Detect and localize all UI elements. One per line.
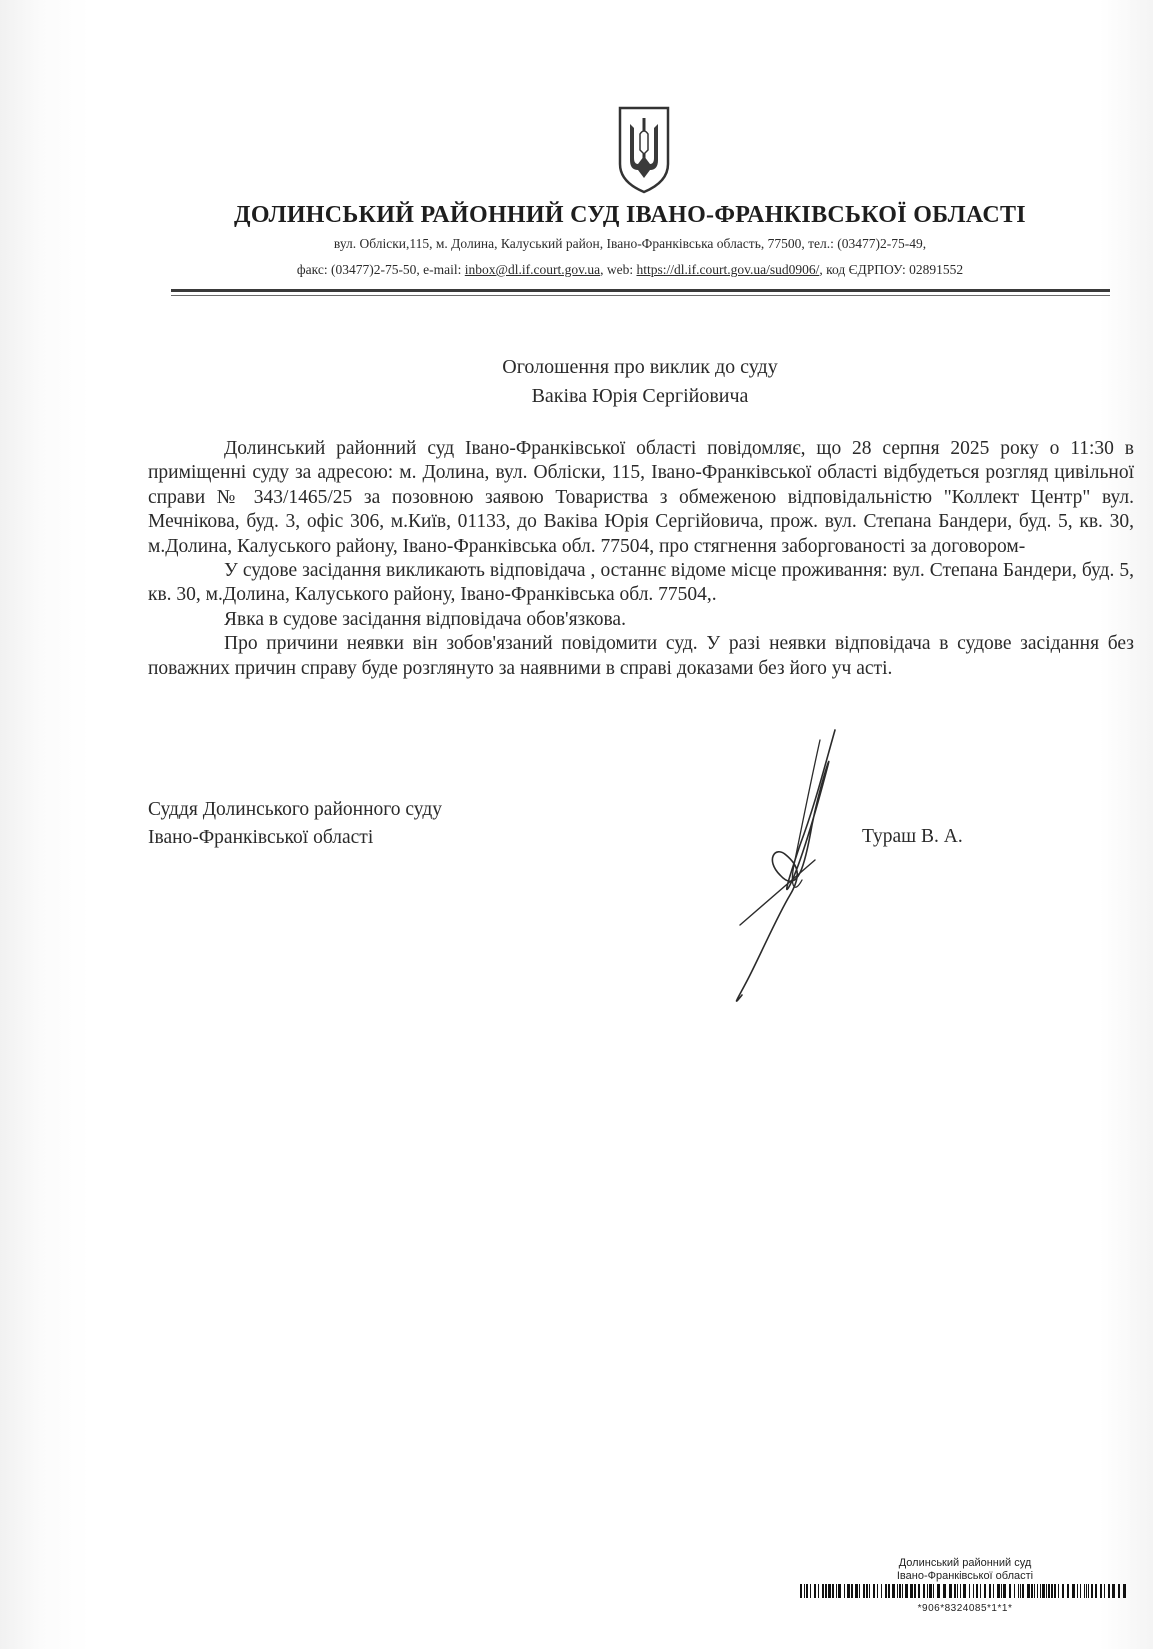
barcode-bar bbox=[1108, 1584, 1110, 1598]
barcode-bar bbox=[1062, 1584, 1064, 1598]
barcode-bar bbox=[1009, 1584, 1011, 1598]
court-name: ДОЛИНСЬКИЙ РАЙОННИЙ СУД ІВАНО-ФРАНКІВСЬКОЇ ОБЛАСТІ bbox=[234, 202, 1026, 228]
barcode-bar bbox=[997, 1584, 1000, 1598]
barcode-icon bbox=[800, 1584, 1130, 1598]
barcode-bar bbox=[897, 1584, 898, 1598]
barcode-bar bbox=[859, 1584, 860, 1598]
barcode-bar bbox=[1100, 1584, 1102, 1598]
barcode-bar bbox=[1048, 1584, 1050, 1598]
barcode-bar bbox=[1020, 1584, 1021, 1598]
barcode-bar bbox=[1086, 1584, 1087, 1598]
barcode-bar bbox=[1067, 1584, 1069, 1598]
stamp-line: Долинський районний суд bbox=[898, 1557, 1032, 1569]
barcode-bar bbox=[1014, 1584, 1015, 1598]
barcode-bar bbox=[1031, 1584, 1033, 1598]
barcode-bar bbox=[1091, 1584, 1093, 1598]
judge-position-line: Суддя Долинського районного суду bbox=[148, 799, 442, 820]
barcode-bar bbox=[1118, 1584, 1120, 1598]
barcode-bar bbox=[1072, 1584, 1075, 1598]
barcode-bar bbox=[885, 1584, 887, 1598]
barcode-bar bbox=[980, 1584, 981, 1598]
barcode-bar bbox=[888, 1584, 890, 1598]
barcode-bar bbox=[910, 1584, 913, 1598]
barcode-bar bbox=[984, 1584, 986, 1598]
header-divider-thick bbox=[171, 289, 1110, 292]
barcode-bar bbox=[1058, 1584, 1059, 1598]
barcode-bar bbox=[836, 1584, 837, 1598]
judge-position-line: Івано-Франківської області bbox=[148, 827, 374, 848]
barcode-bar bbox=[1054, 1584, 1056, 1598]
paragraph: Долинський районний суд Івано-Франківської області повідомляє, що 28 серпня 2025 року о 11:30 в приміщенні суду за адресою: м. Долина, вул. Обліски, 115, Івано-Франківської області відбудеться розгляд цивільної справи № 343/1465/25 за позовною заявою Товариства з обмеженою відповідальністю "Коллект Центр" вул. Мечнікова, буд. 3, офіс 306, м.Київ, 01133, до Ваківа Юрія Сергійовича, прож. вул. Степана Бандери, буд. 5, кв. 30, м.Долина, Калуського району, Івано-Франківська обл. 77504, про стягнення заборгованості за договором- bbox=[148, 438, 1134, 557]
barcode-bar bbox=[873, 1584, 875, 1598]
barcode-bar bbox=[905, 1584, 908, 1598]
stamp-line: Івано-Франківської області bbox=[896, 1570, 1034, 1582]
paragraph: Явка в судове засідання відповідача обов'язкова. bbox=[224, 608, 626, 630]
barcode-bar bbox=[1080, 1584, 1081, 1598]
barcode-bar bbox=[960, 1584, 961, 1598]
barcode-bar bbox=[814, 1584, 816, 1598]
barcode-bar bbox=[989, 1584, 991, 1598]
web-prefix: , web: bbox=[600, 262, 637, 277]
barcode-bar bbox=[838, 1584, 841, 1598]
barcode-bar bbox=[806, 1584, 808, 1598]
coat-of-arms-icon bbox=[614, 104, 674, 196]
edrpou-code: , код ЄДРПОУ: 02891552 bbox=[819, 262, 964, 277]
barcode-bar bbox=[892, 1584, 895, 1598]
barcode-bar bbox=[822, 1584, 824, 1598]
website-link[interactable]: https://dl.if.court.gov.ua/sud0906/ bbox=[636, 262, 820, 277]
barcode-bar bbox=[923, 1584, 925, 1598]
barcode-bar bbox=[825, 1584, 827, 1598]
barcode-bar bbox=[866, 1584, 868, 1598]
barcode-bar bbox=[937, 1584, 940, 1598]
barcode-bar bbox=[957, 1584, 958, 1598]
barcode-bar bbox=[1077, 1584, 1078, 1598]
barcode-bar bbox=[818, 1584, 819, 1598]
barcode-bar bbox=[943, 1584, 946, 1598]
barcode-bar bbox=[1040, 1584, 1041, 1598]
barcode-bar bbox=[973, 1584, 974, 1598]
fax-text: факс: (03477)2-75-50, e-mail: bbox=[296, 262, 465, 277]
barcode-bar bbox=[1003, 1584, 1006, 1598]
barcode-bar bbox=[1037, 1584, 1038, 1598]
email-link[interactable]: inbox@dl.if.court.gov.ua bbox=[464, 262, 601, 277]
notice-person: Ваківа Юрія Сергійовича bbox=[531, 385, 749, 407]
barcode-bar bbox=[881, 1584, 882, 1598]
barcode-bar bbox=[844, 1584, 845, 1598]
barcode-bar bbox=[1104, 1584, 1105, 1598]
barcode-bar bbox=[899, 1584, 901, 1598]
barcode-bar bbox=[927, 1584, 928, 1598]
barcode-bar bbox=[1088, 1584, 1089, 1598]
stamp-code: *906*8324085*1*1* bbox=[917, 1603, 1013, 1614]
barcode-bar bbox=[954, 1584, 956, 1598]
barcode-bar bbox=[1095, 1584, 1097, 1598]
barcode-bar bbox=[804, 1584, 805, 1598]
barcode-bar bbox=[902, 1584, 903, 1598]
barcode-bar bbox=[929, 1584, 932, 1598]
barcode-bar bbox=[969, 1584, 970, 1598]
notice-title: Оголошення про виклик до суду bbox=[502, 356, 778, 378]
barcode-bar bbox=[869, 1584, 870, 1598]
barcode-bar bbox=[914, 1584, 916, 1598]
barcode-bar bbox=[963, 1584, 966, 1598]
barcode-bar bbox=[828, 1584, 831, 1598]
court-contacts bbox=[150, 262, 1110, 278]
barcode-bar bbox=[1027, 1584, 1030, 1598]
barcode-bar bbox=[1022, 1584, 1024, 1598]
barcode-bar bbox=[863, 1584, 865, 1598]
barcode-bar bbox=[855, 1584, 858, 1598]
barcode-bar bbox=[1084, 1584, 1085, 1598]
barcode-bar bbox=[810, 1584, 811, 1598]
barcode-bar bbox=[993, 1584, 994, 1598]
barcode-bar bbox=[918, 1584, 920, 1598]
barcode-bar bbox=[1123, 1584, 1126, 1598]
handwritten-signature bbox=[720, 725, 880, 1015]
barcode-bar bbox=[851, 1584, 853, 1598]
header-divider-thin bbox=[171, 295, 1110, 296]
court-address: вул. Обліски,115, м. Долина, Калуський район, Івано-Франківська область, 77500, тел.: (03477)2-75-49, bbox=[333, 236, 927, 251]
barcode-bar bbox=[1051, 1584, 1053, 1598]
paragraph: Про причини неявки він зобов'язаний повідомити суд. У разі неявки відповідача в судове засідання без поважних причин справу буде розглянуто за наявними в справі доказами без його уч асті. bbox=[148, 633, 1134, 679]
barcode-bar bbox=[800, 1584, 802, 1598]
paragraph: У судове засідання викликають відповідача , останнє відоме місце проживання: вул. Степана Бандери, буд. 5, кв. 30, м.Долина, Калуського району, Івано-Франківська обл. 77504,. bbox=[148, 560, 1134, 606]
barcode-bar bbox=[832, 1584, 834, 1598]
barcode-bar bbox=[1018, 1584, 1019, 1598]
barcode-bar bbox=[1042, 1584, 1045, 1598]
barcode-bar bbox=[847, 1584, 850, 1598]
barcode-bar bbox=[1034, 1584, 1035, 1598]
barcode-bar bbox=[933, 1584, 934, 1598]
notice-body bbox=[148, 437, 1134, 681]
barcode-bar bbox=[949, 1584, 952, 1598]
barcode-bar bbox=[1112, 1584, 1115, 1598]
judge-position bbox=[148, 796, 442, 852]
barcode-bar bbox=[976, 1584, 978, 1598]
registration-stamp bbox=[800, 1557, 1130, 1614]
barcode-bar bbox=[1046, 1584, 1047, 1598]
judge-name: Тураш В. А. bbox=[862, 826, 963, 847]
barcode-bar bbox=[877, 1584, 878, 1598]
barcode-bar bbox=[1001, 1584, 1002, 1598]
